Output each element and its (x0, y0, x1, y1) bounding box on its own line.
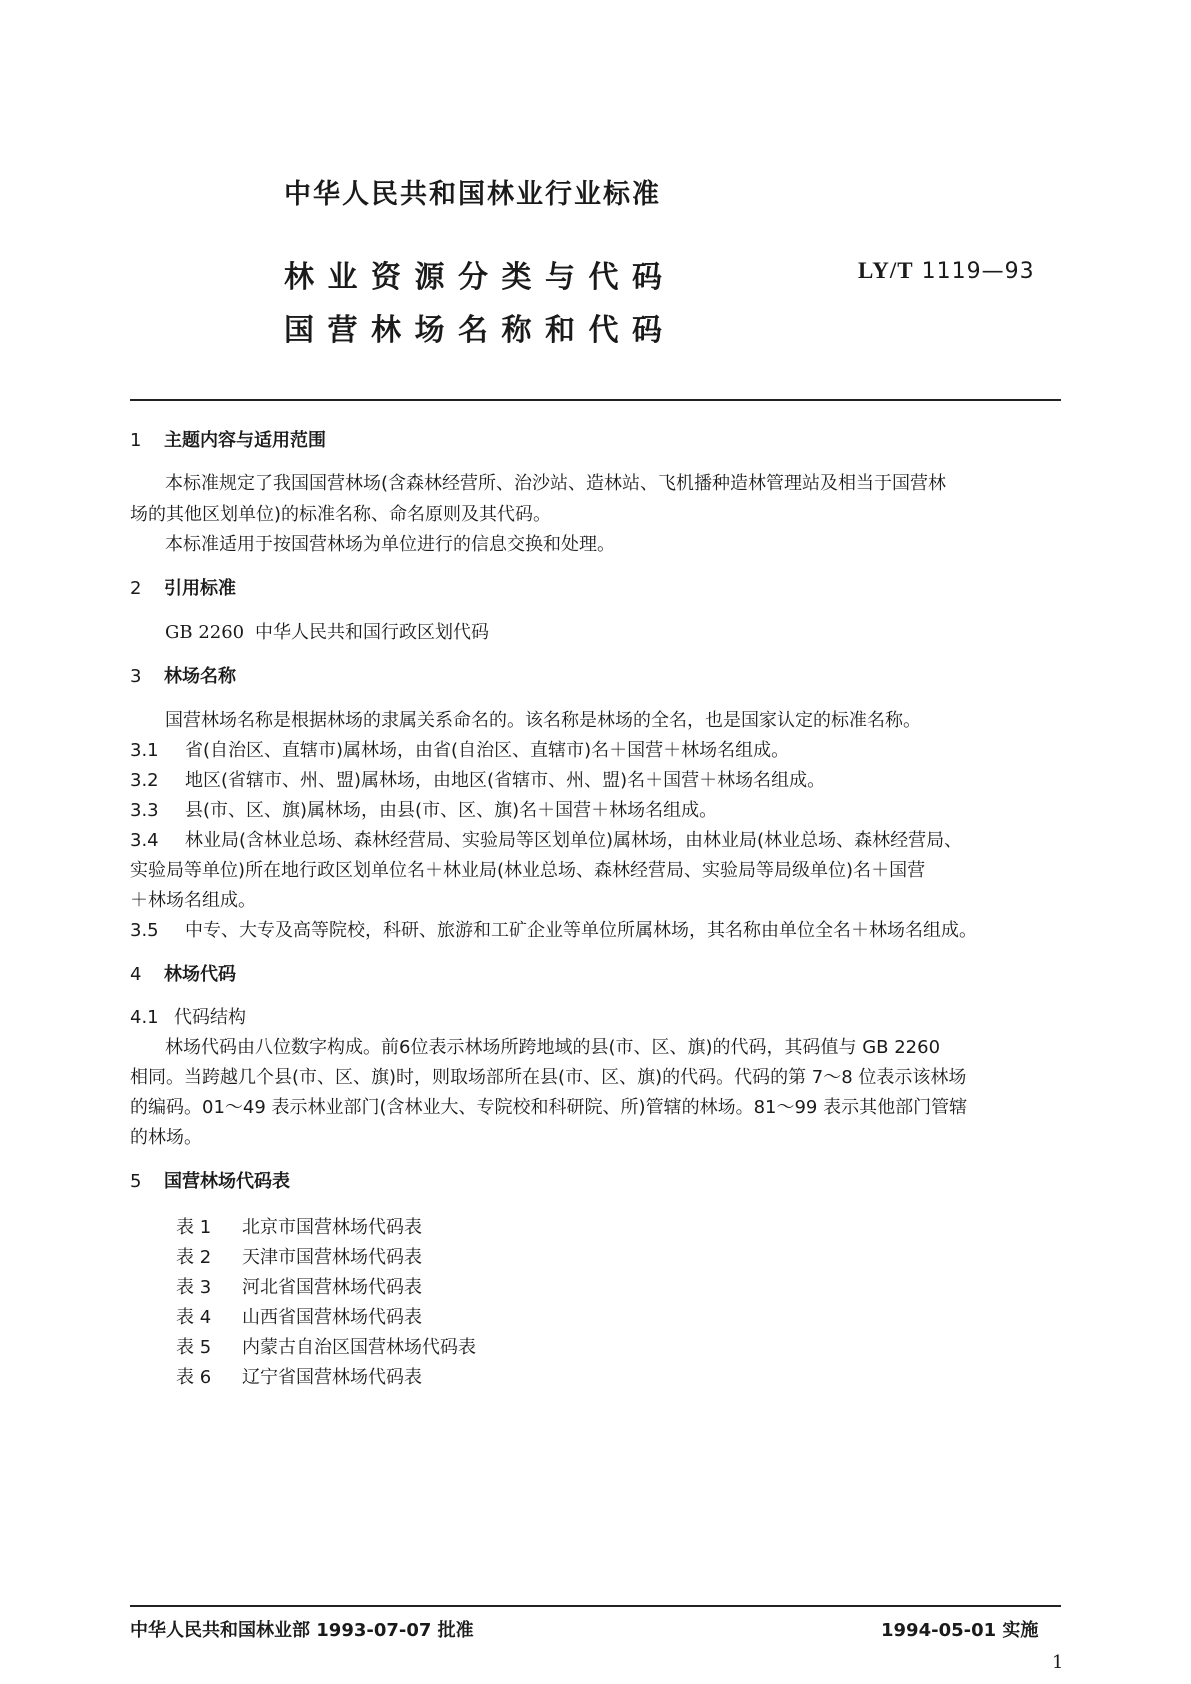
clause-number: 3.2 (130, 770, 159, 791)
clause-text: 县(市、区、旗)属林场，由县(市、区、旗)名＋国营＋林场名组成。 (185, 800, 718, 821)
clause-number: 3.1 (130, 740, 159, 761)
table-name: 天津市国营林场代码表 (242, 1247, 422, 1268)
section-3-number: 3 (130, 666, 142, 687)
clause-number: 4.1 (130, 1007, 159, 1028)
table-list-item (176, 1273, 422, 1299)
clause-number: 3.3 (130, 800, 159, 821)
page-number: 1 (1052, 1652, 1064, 1673)
clause-3-4 (130, 826, 962, 852)
footer-divider (130, 1605, 1061, 1607)
clause-number: 3.5 (130, 920, 159, 941)
clause-3-3 (130, 796, 717, 822)
table-list-item (176, 1333, 476, 1359)
clause-text: 省(自治区、直辖市)属林场，由省(自治区、直辖市)名＋国营＋林场名组成。 (185, 740, 790, 761)
reference-code: GB 2260 (165, 622, 245, 643)
table-number: 表 4 (176, 1307, 212, 1328)
approval-line: 中华人民共和国林业部 1993-07-07 批准 (130, 1620, 474, 1641)
clause-text: 地区(省辖市、州、盟)属林场，由地区(省辖市、州、盟)名＋国营＋林场名组成。 (185, 770, 826, 791)
table-name: 山西省国营林场代码表 (242, 1307, 422, 1328)
clause-4-1 (130, 1003, 246, 1029)
table-name: 北京市国营林场代码表 (242, 1217, 422, 1238)
reference-standard (165, 618, 489, 644)
table-list-item (176, 1363, 422, 1389)
table-number: 表 2 (176, 1247, 212, 1268)
section-1-para-1-line-2: 场的其他区划单位)的标准名称、命名原则及其代码。 (130, 504, 552, 525)
document-title-line-2: 国营林场名称和代码 (284, 313, 676, 348)
section-1-para-1-line-1: 本标准规定了我国国营林场(含森林经营所、治沙站、造林站、飞机播种造林管理站及相当于国营林 (165, 473, 947, 494)
section-4-title: 林场代码 (164, 964, 236, 985)
section-3-intro: 国营林场名称是根据林场的隶属关系命名的。该名称是林场的全名，也是国家认定的标准名称。 (165, 710, 921, 731)
section-1-heading (130, 426, 326, 452)
section-1-title: 主题内容与适用范围 (164, 430, 326, 451)
clause-4-1-para-line-1: 林场代码由八位数字构成。前6位表示林场所跨地域的县(市、区、旗)的代码，其码值与 GB 2260 (165, 1037, 941, 1058)
clause-text: 中专、大专及高等院校，科研、旅游和工矿企业等单位所属林场，其名称由单位全名＋林场名组成。 (185, 920, 977, 941)
table-name: 河北省国营林场代码表 (242, 1277, 422, 1298)
table-number: 表 3 (176, 1277, 212, 1298)
section-4-number: 4 (130, 964, 142, 985)
effective-date: 1994-05-01 实施 (881, 1620, 1039, 1641)
clause-3-4-line-3: ＋林场名组成。 (130, 890, 256, 911)
section-5-title: 国营林场代码表 (164, 1171, 290, 1192)
table-name: 内蒙古自治区国营林场代码表 (242, 1337, 476, 1358)
section-2-number: 2 (130, 578, 142, 599)
clause-number: 3.4 (130, 830, 159, 851)
clause-4-1-para-line-2: 相同。当跨越几个县(市、区、旗)时，则取场部所在县(市、区、旗)的代码。代码的第 7～8 位表示该林场 (130, 1067, 967, 1088)
section-3-heading (130, 662, 236, 688)
section-5-number: 5 (130, 1171, 142, 1192)
clause-3-1 (130, 736, 789, 762)
clause-3-2 (130, 766, 825, 792)
table-list-item (176, 1213, 422, 1239)
standard-code (858, 258, 1035, 284)
table-number: 表 5 (176, 1337, 212, 1358)
reference-title: 中华人民共和国行政区划代码 (255, 622, 489, 643)
section-1-number: 1 (130, 430, 142, 451)
table-name: 辽宁省国营林场代码表 (242, 1367, 422, 1388)
clause-3-4-line-2: 实验局等单位)所在地行政区划单位名＋林业局(林业总场、森林经营局、实验局等局级单位)名＋国营 (130, 860, 926, 881)
clause-title: 代码结构 (174, 1007, 246, 1028)
header-divider (130, 399, 1061, 401)
table-number: 表 1 (176, 1217, 212, 1238)
section-3-title: 林场名称 (164, 666, 236, 687)
section-2-title: 引用标准 (164, 578, 236, 599)
clause-4-1-para-line-3: 的编码。01～49 表示林业部门(含林业大、专院校和科研院、所)管辖的林场。81～99 表示其他部门管辖 (130, 1097, 968, 1118)
standard-code-prefix: LY/T (858, 258, 914, 283)
clause-3-5 (130, 916, 977, 942)
standard-type-heading: 中华人民共和国林业行业标准 (284, 179, 661, 210)
standard-code-number: 1119—93 (921, 259, 1035, 284)
section-2-heading (130, 574, 236, 600)
section-1-para-2: 本标准适用于按国营林场为单位进行的信息交换和处理。 (165, 534, 615, 555)
clause-text: 林业局(含林业总场、森林经营局、实验局等区划单位)属林场，由林业局(林业总场、森林经营局、 (185, 830, 963, 851)
table-list-item (176, 1303, 422, 1329)
document-title-line-1: 林业资源分类与代码 (284, 260, 676, 295)
section-4-heading (130, 960, 236, 986)
table-number: 表 6 (176, 1367, 212, 1388)
section-5-heading (130, 1167, 290, 1193)
table-list-item (176, 1243, 422, 1269)
clause-4-1-para-line-4: 的林场。 (130, 1127, 202, 1148)
